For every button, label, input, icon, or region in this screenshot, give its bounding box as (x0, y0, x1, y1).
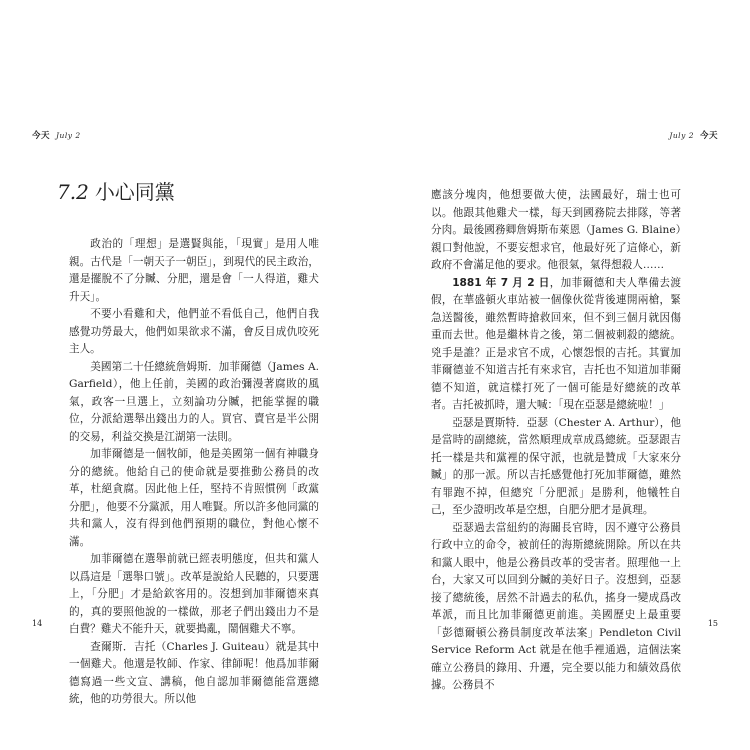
paragraph-date-lead (431, 275, 681, 415)
paragraph: 不要小看雞和犬，他們並不看低自己，他們自我感覺功勞最大，他們如果欲求不滿，會反目成仇咬死主人。 (69, 308, 319, 355)
bold-date: 1881 年 7 月 2 日 (452, 276, 550, 289)
paragraph: 美國第二十任總統詹姆斯．加菲爾德（James A. Garfield），他上任前，美國的政治彌漫著腐敗的風氣，政客一旦選上，立刻論功分贓，把能掌握的職位，分派給選舉出錢出力的人。買官、賣官是半公開的交易，利益交換是江湖第一法則。 (69, 360, 319, 443)
paragraph: 查爾斯．吉托（Charles J. Guiteau）就是其中一個雞犬。他還是牧師、作家、律師呢！他爲加菲爾德寫過一些文宣、講稿，他自認加菲爾德能當選總統，他的功勞很大。所以他 (69, 640, 319, 705)
header-date: July 2 (669, 131, 694, 140)
paragraph: 亞瑟過去當紐約的海關長官時，因不遵守公務員行政中立的命令，被前任的海斯總統開除。所以在共和黨人眼中，他是公務員改革的受害者。照理他一上台，大家又可以回到分贓的美好日子。沒想到，亞瑟接了總統後，居然不計過去的私仇，搖身一變成爲改革派，而且比加菲爾德更前進。美國歷史上最重要「彭德爾頓公務員制度改革法案」Pendleton Civil Service Reform Act 就是在他手裡通過，這個法案確立公務員的錄用、升遷，完全要以能力和績效爲依據。公務員不 (431, 521, 681, 691)
page-number-left: 14 (32, 619, 43, 628)
header-date: July 2 (56, 131, 81, 140)
paragraph-continued: 應該分塊肉，他想要做大使，法國最好，瑞士也可以。他跟其他雞犬一樣，每天到國務院去排隊，等著分肉。最後國務卿詹姆斯布萊恩（James G. Blaine）親口對他說，不要妄想求官，他最好死了這條心，新政府不會滿足他的要求。他很氣，氣得想殺人…… (431, 189, 681, 271)
paragraph-rest: ，加菲爾德和夫人準備去渡假，在華盛頓火車站被一個像伙從背後連開兩槍，緊急送醫後，雖然暫時搶救回來，但不到三個月就因傷重而去世。他是繼林肯之後，第二個被刺殺的總統。兇手是誰？正是求官不成，心懷怨恨的吉托。其實加菲爾德並不知道吉托有來求官，吉托也不知道加菲爾德不知道，就這樣打死了一個可能是好總統的改革者。吉托被抓時，還大喊：「現在亞瑟是總統啦！」 (431, 276, 681, 411)
paragraph: 亞瑟是賈斯特．亞瑟（Chester A. Arthur），他是當時的副總統，當然順理成章成爲總統。亞瑟跟吉托一樣是共和黨裡的保守派，也就是贊成「大家來分贓」的那一派。所以吉托感覺他打死加菲爾德，雖然有罪跑不掉，但總究「分肥派」是勝利，他犧牲自己，至少證明改革是空想，自肥分肥才是眞理。 (431, 416, 681, 516)
body-text-right (431, 187, 681, 695)
body-text-left (69, 236, 319, 709)
right-page (375, 0, 750, 750)
chapter-number: 7.2 (57, 180, 89, 204)
header-name: 今天 (32, 131, 51, 141)
paragraph: 加菲爾德是一個牧師，他是美國第一個有神職身分的總統。他給自己的使命就是要推動公務員的改革，杜絕貪腐。因此他上任，堅持不肯照慣例「政黨分肥」，他要不分黨派，用人唯賢。所以許多他同黨的共和黨人，沒有得到他們預期的職位，對他心懷不滿。 (69, 448, 319, 548)
chapter-title (57, 180, 175, 204)
running-header-left (32, 129, 81, 141)
paragraph: 加菲爾德在選舉前就已經表明態度，但共和黨人以爲這是「選舉口號」。改革是說給人民聽的，只要選上，「分肥」才是給欽客用的。沒想到加菲爾德來真的，真的要照他說的一樣做，那老子們出錢出力不是白費？雞犬不能升天，就要搗亂，鬧個雞犬不寧。 (69, 553, 319, 635)
page-number-right: 15 (707, 619, 718, 628)
header-name: 今天 (699, 131, 718, 141)
chapter-title-text: 小心同黨 (94, 180, 175, 204)
running-header-right (669, 129, 718, 141)
paragraph: 政治的「理想」是選賢與能，「現實」是用人唯親。古代是「一朝天子一朝臣」，到現代的民主政治，還是擺脫不了分贓、分肥，還是會「一人得道，雞犬升天」。 (69, 238, 319, 303)
